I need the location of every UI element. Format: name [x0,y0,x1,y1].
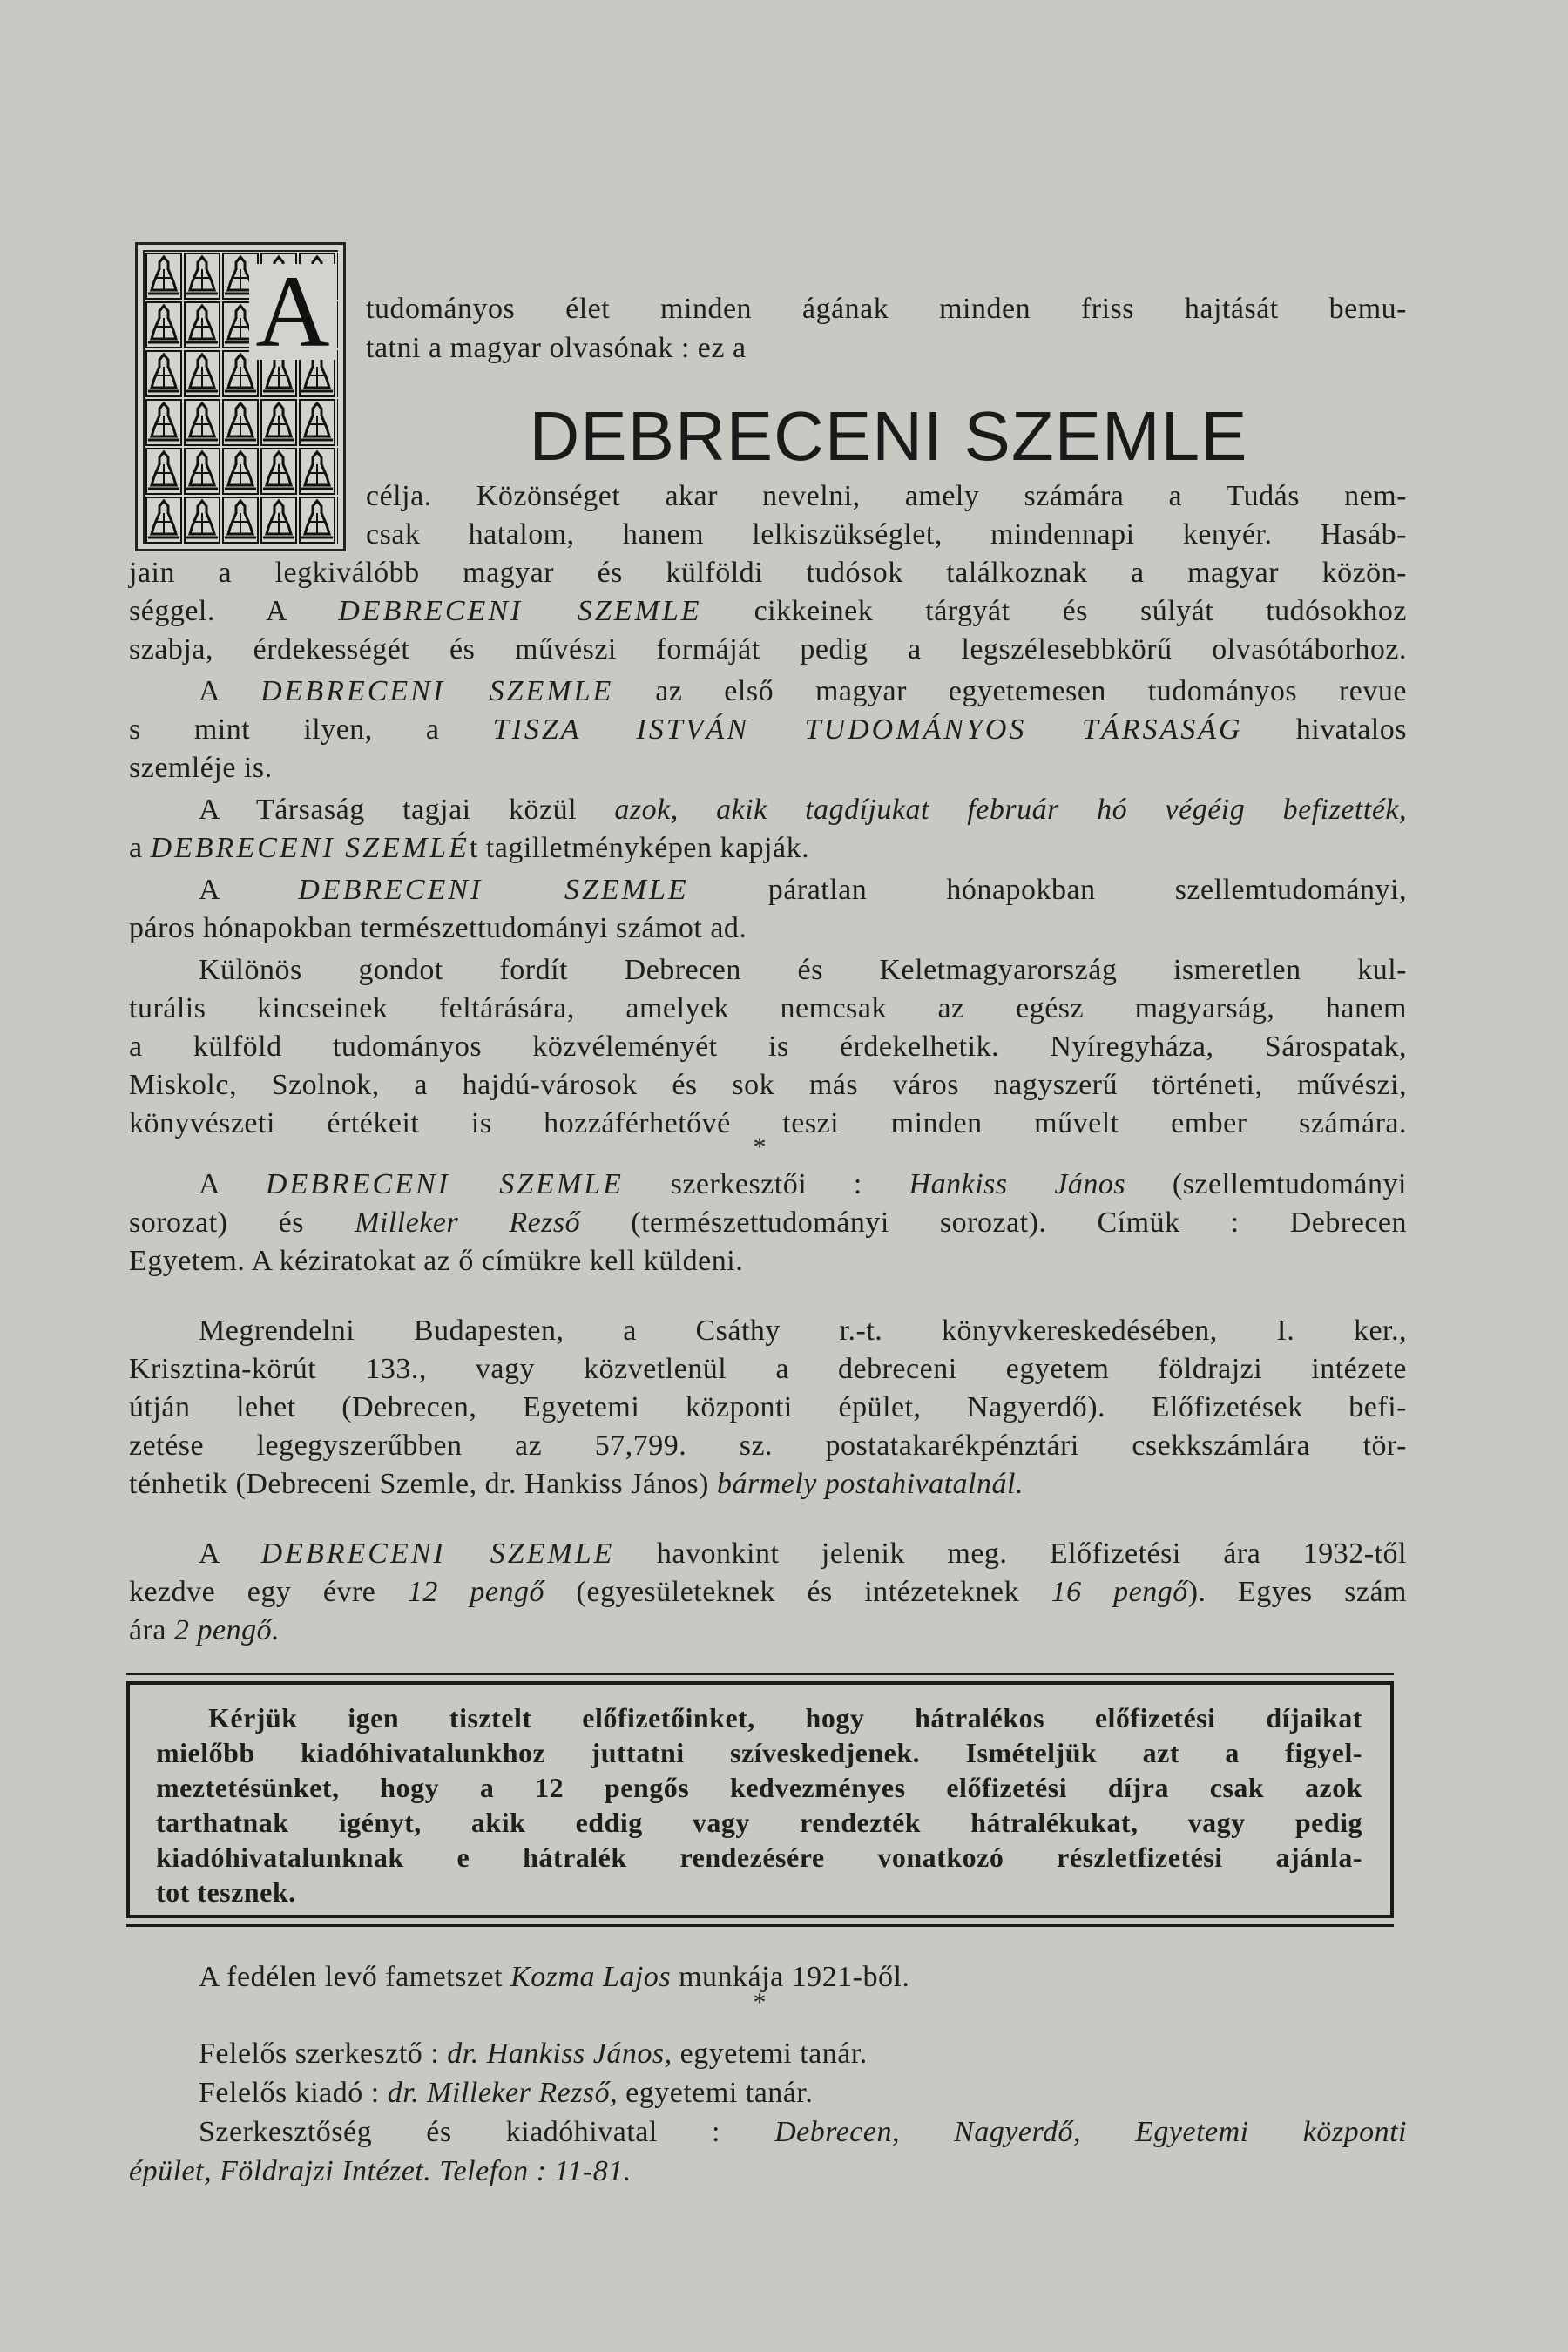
para8-line-1: A DEBRECENI SZEMLE havonkint jelenik meg. Előfizetési ára 1932-től [199,1538,1407,1570]
responsible-publisher: Felelős kiadó : dr. Milleker Rezső, egyetemi tanár. [199,2077,814,2109]
para2-line-1: A DEBRECENI SZEMLE az első magyar egyetemesen tudományos revue [199,675,1407,707]
intro-line-1: tudományos élet minden ágának minden friss hajtását bemu- [366,293,1407,325]
para3-line-2: a DEBRECENI SZEMLÉt tagilletményképen kapják. [129,832,810,864]
initial-letter: A [249,264,336,360]
notice-line-4: tarthatnak igényt, akik eddig vagy rendezték hátralékukat, vagy pedig [156,1807,1362,1838]
para8-line-2: kezdve egy évre 12 pengő (egyesületeknek és intézeteknek 16 pengő). Egyes szám [129,1576,1408,1608]
para3-line-1: A Társaság tagjai közül azok, akik tagdíjukat február hó végéig befizették, [199,794,1407,826]
para2-line-3: szemléje is. [129,752,273,784]
intro-line-5: jain a legkiválóbb magyar és külföldi tudósok találkoznak a magyar közön- [129,557,1407,589]
para2-line-2: s mint ilyen, a TISZA ISTVÁN TUDOMÁNYOS TÁRSASÁG hivatalos [129,713,1407,746]
office-address-line-2: épület, Földrajzi Intézet. Telefon : 11-81. [129,2155,632,2187]
para5-line-1: Különös gondot fordít Debrecen és Keletmagyarország ismeretlen kul- [199,954,1407,986]
para7-line-5: ténhetik (Debreceni Szemle, dr. Hankiss János) bármely postahivatalnál. [129,1468,1024,1500]
section-separator-star: * [753,1132,767,1161]
notice-line-1: Kérjük igen tisztelt előfizetőinket, hogy hátralékos előfizetési díjaikat [208,1702,1362,1734]
intro-line-2: tatni a magyar olvasónak : ez a [366,332,747,364]
intro-line-4: csak hatalom, hanem lelkiszükséglet, mindennapi kenyér. Hasáb- [366,518,1407,551]
para8-line-3: ára 2 pengő. [129,1614,280,1646]
intro-line-7: szabja, érdekességét és művészi formáját pedig a legszélesebbkörű olvasótáborhoz. [129,633,1407,666]
notice-rule-top [126,1673,1394,1675]
notice-line-5: kiadóhivatalunknak e hátralék rendezésére vonatkozó részletfizetési ajánla- [156,1842,1362,1873]
payment-notice-box [126,1681,1394,1918]
para4-line-2: páros hónapokban természettudományi számot ad. [129,912,747,944]
para5-line-4: Miskolc, Szolnok, a hajdú-városok és sok más város nagyszerű történeti, művészi, [129,1069,1407,1101]
para5-line-2: turális kincseinek feltárására, amelyek nemcsak az egész magyarság, hanem [129,992,1407,1024]
intro-line-3: célja. Közönséget akar nevelni, amely számára a Tudás nem- [366,480,1407,512]
para6-line-1: A DEBRECENI SZEMLE szerkesztői : Hankiss János (szellemtudományi [199,1168,1407,1200]
cover-credit: A fedélen levő fametszet Kozma Lajos munkája 1921-ből. [199,1961,910,1993]
responsible-editor: Felelős szerkesztő : dr. Hankiss János, egyetemi tanár. [199,2038,868,2070]
colophon-separator-star: * [753,1988,767,2017]
notice-line-3: meztetésünket, hogy a 12 pengős kedvezményes előfizetési díjra csak azok [156,1772,1362,1803]
para7-line-4: zetése legegyszerűbben az 57,799. sz. postatakarékpénztári csekkszámlára tör- [129,1429,1407,1462]
notice-line-6: tot tesznek. [156,1876,296,1908]
para7-line-1: Megrendelni Budapesten, a Csáthy r.-t. könyvkereskedésében, I. ker., [199,1315,1407,1347]
para4-line-1: A DEBRECENI SZEMLE páratlan hónapokban szellemtudományi, [199,874,1407,906]
decorative-initial [135,242,346,551]
journal-title: DEBRECENI SZEMLE [529,397,1248,475]
notice-rule-bottom [126,1924,1394,1927]
para5-line-3: a külföld tudományos közvéleményét is érdekelhetik. Nyíregyháza, Sárospatak, [129,1031,1407,1063]
para6-line-3: Egyetem. A kéziratokat az ő címükre kell küldeni. [129,1245,744,1277]
office-address-line-1: Szerkesztőség és kiadóhivatal : Debrecen, Nagyerdő, Egyetemi központi [199,2116,1408,2148]
notice-text [156,1700,1362,1909]
para7-line-3: útján lehet (Debrecen, Egyetemi központi épület, Nagyerdő). Előfizetések befi- [129,1391,1407,1423]
para5-line-5: könyvészeti értékeit is hozzáférhetővé teszi minden művelt ember számára. [129,1107,1407,1139]
para7-line-2: Krisztina-körút 133., vagy közvetlenül a debreceni egyetem földrajzi intézete [129,1353,1407,1385]
notice-line-2: mielőbb kiadóhivatalunkhoz juttatni szíveskedjenek. Ismételjük azt a figyel- [156,1737,1362,1768]
intro-line-6: séggel. A DEBRECENI SZEMLE cikkeinek tárgyát és súlyát tudósokhoz [129,595,1407,627]
para6-line-2: sorozat) és Milleker Rezső (természettudományi sorozat). Címük : Debrecen [129,1206,1407,1239]
